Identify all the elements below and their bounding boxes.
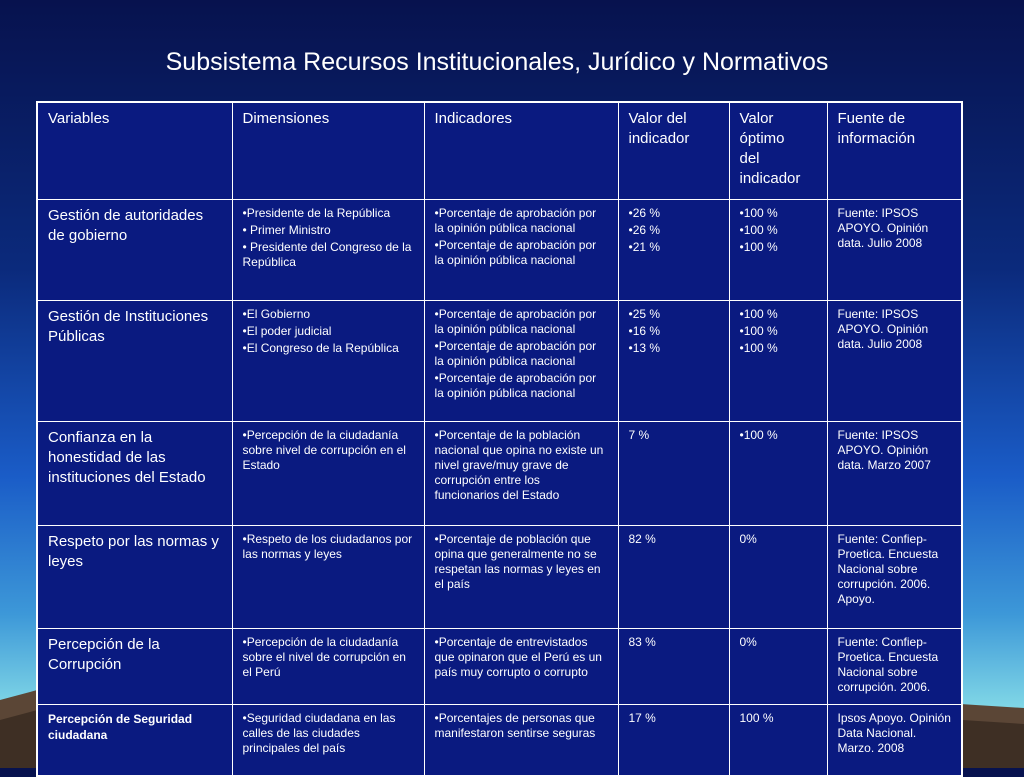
table-row: [37, 301, 962, 422]
valor-cell: 17 %: [618, 705, 729, 777]
valor-cell: 83 %: [618, 629, 729, 705]
optimo-cell: •100 % •100 % •100 %: [729, 301, 827, 422]
header-indicadores: Indicadores: [424, 102, 618, 200]
indicadores-cell: •Porcentaje de la población nacional que opina no existe un nivel grave/muy grave de corrupción entre los funcionarios del Estado: [424, 422, 618, 526]
dimensiones-cell: •Percepción de la ciudadanía sobre el nivel de corrupción en el Perú: [232, 629, 424, 705]
optimo-cell: 100 %: [729, 705, 827, 777]
optimo-cell: •100 % •100 % •100 %: [729, 200, 827, 301]
fuente-cell: Fuente: Confiep- Proetica. Encuesta Nacional sobre corrupción. 2006.: [827, 629, 962, 705]
indicadores-cell: •Porcentaje de entrevistados que opinaron que el Perú es un país muy corrupto o corrupto: [424, 629, 618, 705]
header-valor: Valor del indicador: [618, 102, 729, 200]
indicadores-cell: •Porcentaje de aprobación por la opinión pública nacional •Porcentaje de aprobación por la opinión pública nacional •Porcentaje de aprobación por la opinión pública nacional: [424, 301, 618, 422]
table-row: [37, 705, 962, 777]
variable-cell: Gestión de autoridades de gobierno: [37, 200, 232, 301]
valor-cell: •26 % •26 % •21 %: [618, 200, 729, 301]
fuente-cell: Fuente: IPSOS APOYO. Opinión data. Julio 2008: [827, 200, 962, 301]
fuente-cell: Fuente: Confiep- Proetica. Encuesta Nacional sobre corrupción. 2006. Apoyo.: [827, 526, 962, 629]
header-dimensiones: Dimensiones: [232, 102, 424, 200]
valor-cell: 82 %: [618, 526, 729, 629]
dimensiones-cell: •Presidente de la República • Primer Ministro • Presidente del Congreso de la República: [232, 200, 424, 301]
indicadores-cell: •Porcentaje de población que opina que generalmente no se respetan las normas y leyes en el país: [424, 526, 618, 629]
table-row: [37, 629, 962, 705]
variable-cell: Gestión de Instituciones Públicas: [37, 301, 232, 422]
table-row: [37, 200, 962, 301]
indicators-table: [36, 101, 963, 777]
header-row: [37, 102, 962, 200]
optimo-cell: 0%: [729, 526, 827, 629]
header-optimo: Valor óptimo del indicador: [729, 102, 827, 200]
table-row: [37, 422, 962, 526]
dimensiones-cell: •Seguridad ciudadana en las calles de las ciudades principales del país: [232, 705, 424, 777]
dimensiones-cell: •Respeto de los ciudadanos por las normas y leyes: [232, 526, 424, 629]
optimo-cell: •100 %: [729, 422, 827, 526]
valor-cell: 7 %: [618, 422, 729, 526]
header-fuente: Fuente de información: [827, 102, 962, 200]
variable-cell: Confianza en la honestidad de las instituciones del Estado: [37, 422, 232, 526]
variable-cell: Respeto por las normas y leyes: [37, 526, 232, 629]
fuente-cell: Fuente: IPSOS APOYO. Opinión data. Julio 2008: [827, 301, 962, 422]
dimensiones-cell: •El Gobierno •El poder judicial •El Congreso de la República: [232, 301, 424, 422]
indicadores-cell: •Porcentajes de personas que manifestaron sentirse seguras: [424, 705, 618, 777]
variable-cell: Percepción de la Corrupción: [37, 629, 232, 705]
slide-title: Subsistema Recursos Institucionales, Jurídico y Normativos: [165, 48, 829, 76]
dimensiones-cell: •Percepción de la ciudadanía sobre nivel de corrupción en el Estado: [232, 422, 424, 526]
fuente-cell: Ipsos Apoyo. Opinión Data Nacional. Marzo. 2008: [827, 705, 962, 777]
header-variables: Variables: [37, 102, 232, 200]
table-row: [37, 526, 962, 629]
fuente-cell: Fuente: IPSOS APOYO. Opinión data. Marzo 2007: [827, 422, 962, 526]
variable-cell: Percepción de Seguridad ciudadana: [37, 705, 232, 777]
indicadores-cell: •Porcentaje de aprobación por la opinión pública nacional •Porcentaje de aprobación por la opinión pública nacional: [424, 200, 618, 301]
valor-cell: •25 % •16 % •13 %: [618, 301, 729, 422]
optimo-cell: 0%: [729, 629, 827, 705]
